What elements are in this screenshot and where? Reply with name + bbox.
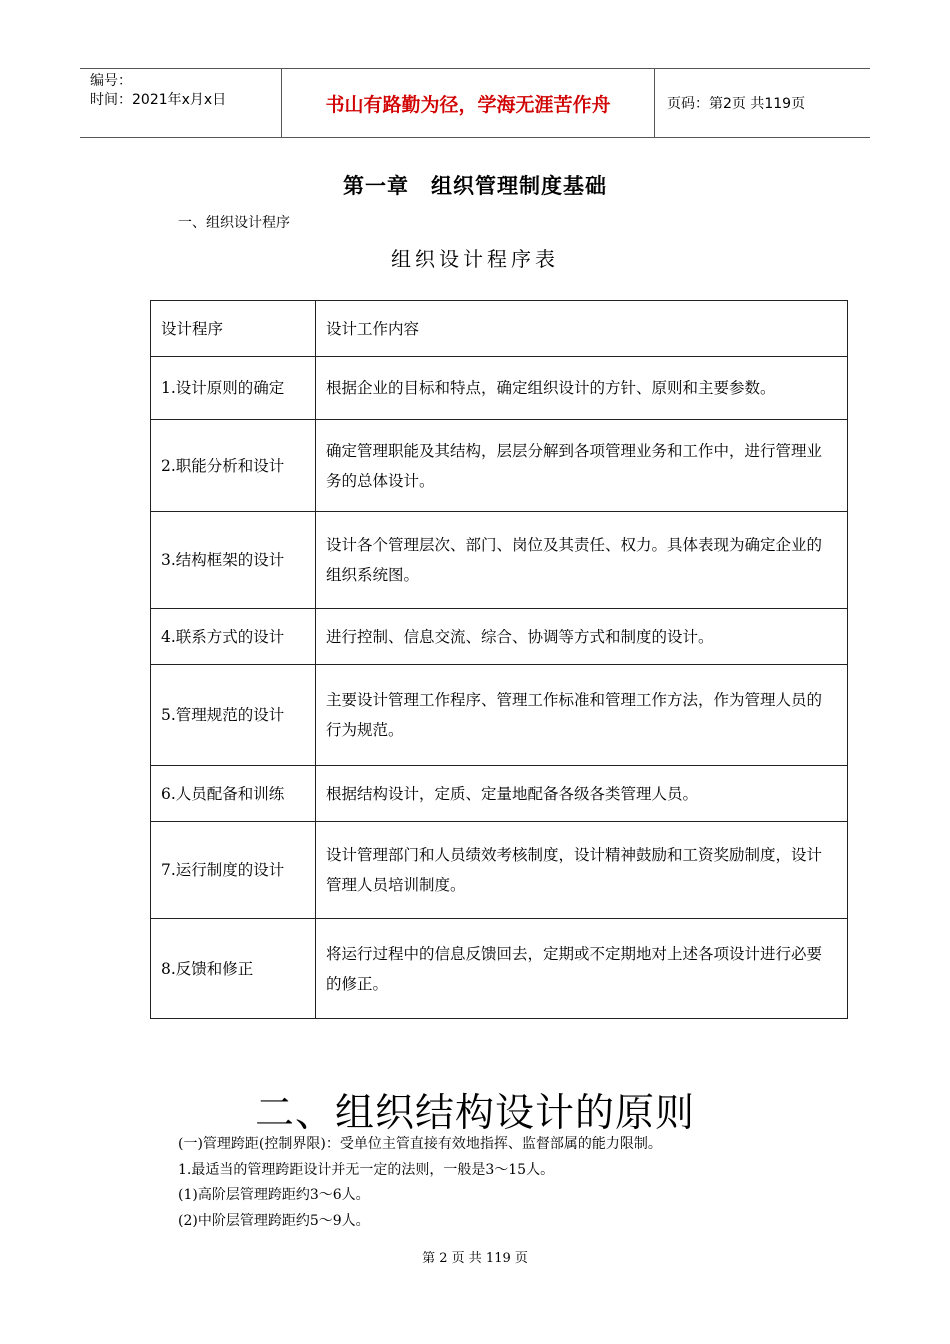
step-cell: 6.人员配备和训练 <box>151 766 316 822</box>
table-row <box>151 512 848 609</box>
content-cell: 确定管理职能及其结构，层层分解到各项管理业务和工作中，进行管理业务的总体设计。 <box>316 420 848 512</box>
table-header-row <box>151 301 848 357</box>
content-cell: 根据企业的目标和特点，确定组织设计的方针、原则和主要参数。 <box>316 357 848 420</box>
table-row <box>151 420 848 512</box>
table-title: 组织设计程序表 <box>391 247 559 271</box>
step-cell: 7.运行制度的设计 <box>151 822 316 919</box>
section-heading-1: 一、组织设计程序 <box>178 215 290 231</box>
step-cell: 8.反馈和修正 <box>151 919 316 1019</box>
step-cell: 1.设计原则的确定 <box>151 357 316 420</box>
table-row <box>151 822 848 919</box>
column-header-content: 设计工作内容 <box>316 301 848 357</box>
header-motto: 书山有路勤为径，学海无涯苦作舟 <box>282 69 655 137</box>
page-footer: 第 2 页 共 119 页 <box>422 1251 528 1266</box>
header-meta <box>80 69 282 137</box>
table-row <box>151 609 848 665</box>
table-row <box>151 357 848 420</box>
chapter-title: 第一章 组织管理制度基础 <box>343 174 607 198</box>
content-cell: 进行控制、信息交流、综合、协调等方式和制度的设计。 <box>316 609 848 665</box>
content-cell: 根据结构设计，定质、定量地配备各级各类管理人员。 <box>316 766 848 822</box>
step-cell: 5.管理规范的设计 <box>151 665 316 766</box>
content-cell: 将运行过程中的信息反馈回去，定期或不定期地对上述各项设计进行必要的修正。 <box>316 919 848 1019</box>
number-label: 编号： <box>90 73 132 89</box>
page-header <box>80 68 870 138</box>
paragraph: (1)高阶层管理跨距约3～6人。 <box>178 1187 370 1203</box>
step-cell: 4.联系方式的设计 <box>151 609 316 665</box>
table-row <box>151 919 848 1019</box>
content-cell: 设计管理部门和人员绩效考核制度，设计精神鼓励和工资奖励制度，设计管理人员培训制度。 <box>316 822 848 919</box>
table-row <box>151 766 848 822</box>
paragraph: (2)中阶层管理跨距约5～9人。 <box>178 1213 370 1229</box>
column-header-step: 设计程序 <box>151 301 316 357</box>
design-procedure-table <box>150 300 848 1019</box>
content-cell: 主要设计管理工作程序、管理工作标准和管理工作方法，作为管理人员的行为规范。 <box>316 665 848 766</box>
paragraph: 1.最适当的管理跨距设计并无一定的法则，一般是3～15人。 <box>178 1162 555 1178</box>
step-cell: 2.职能分析和设计 <box>151 420 316 512</box>
date-label: 时间：2021年x月x日 <box>90 92 227 108</box>
table-row <box>151 665 848 766</box>
content-cell: 设计各个管理层次、部门、岗位及其责任、权力。具体表现为确定企业的组织系统图。 <box>316 512 848 609</box>
section-heading-2: 二、组织结构设计的原则 <box>254 1091 695 1136</box>
step-cell: 3.结构框架的设计 <box>151 512 316 609</box>
header-page-info: 页码：第2页 共119页 <box>667 96 806 112</box>
paragraph: (一)管理跨距(控制界限)：受单位主管直接有效地指挥、监督部属的能力限制。 <box>178 1136 662 1152</box>
